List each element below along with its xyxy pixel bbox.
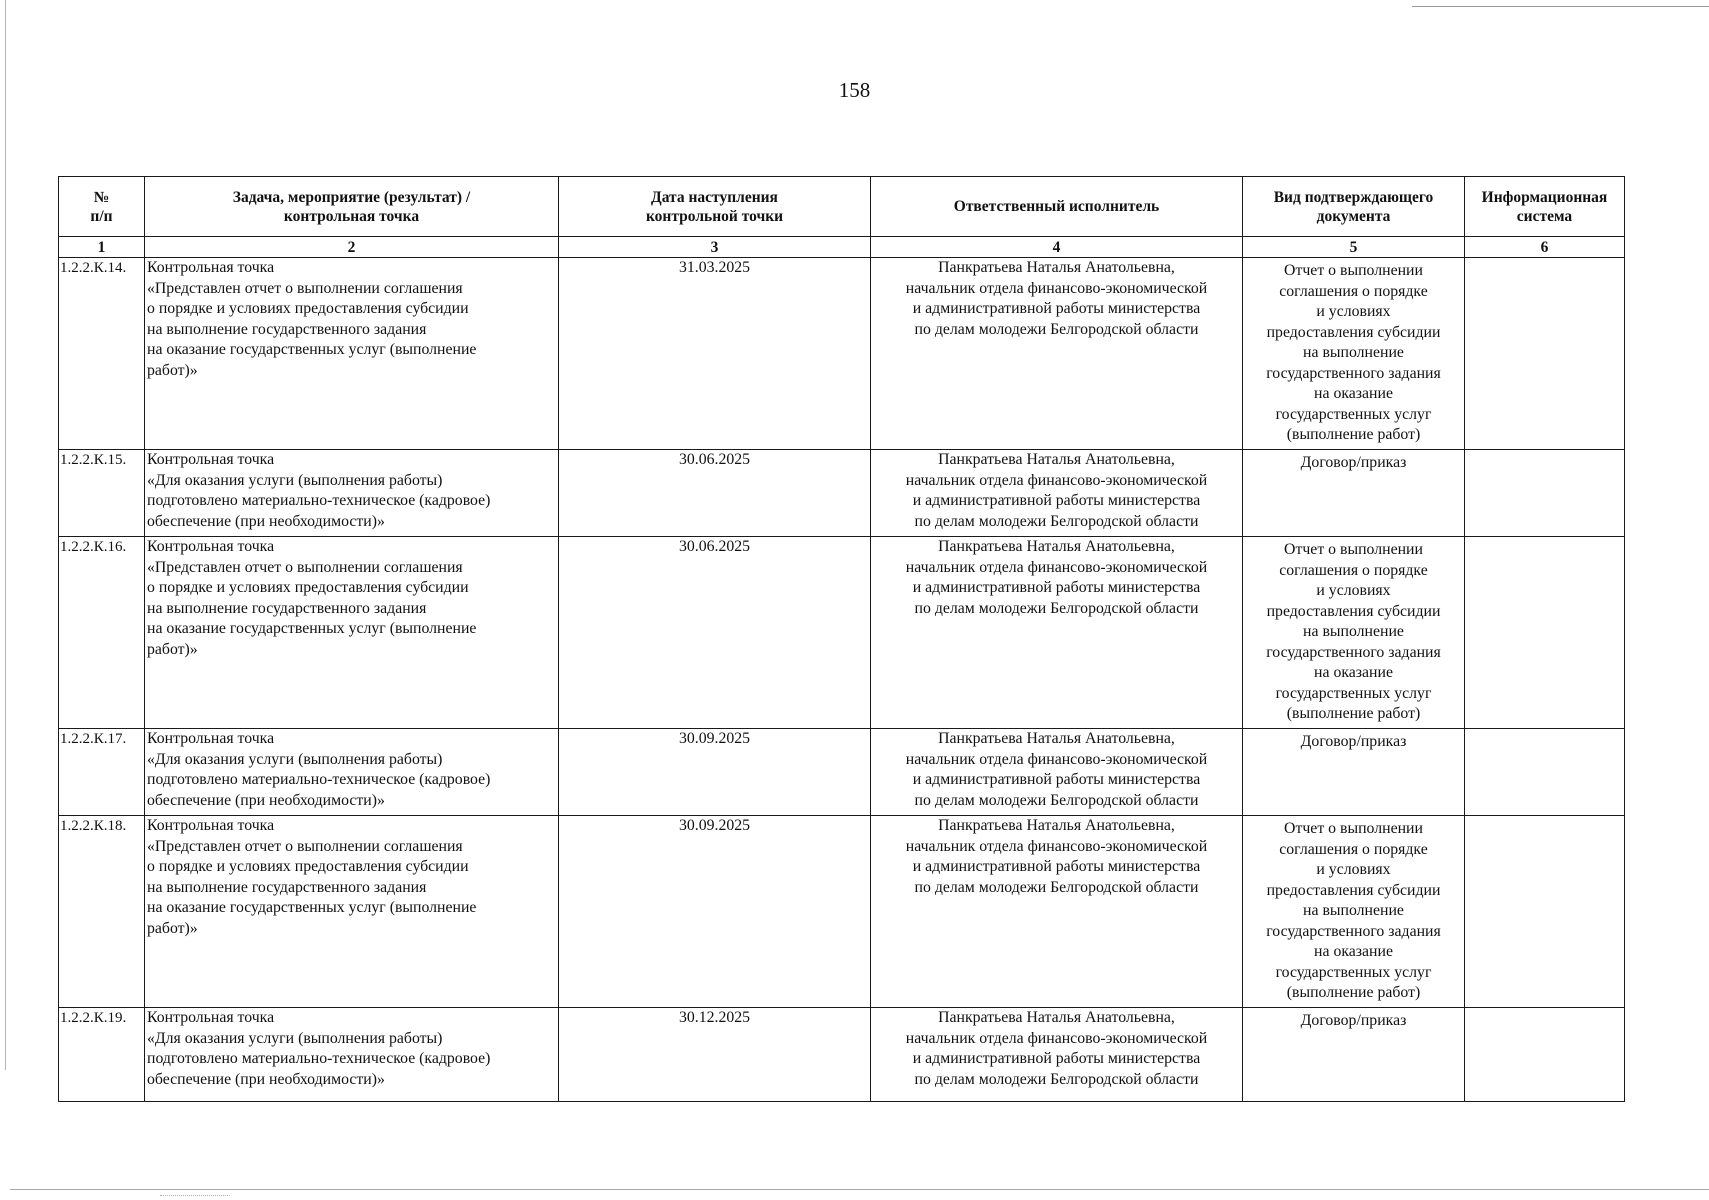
responsible-cell [871,537,1243,729]
row-number: 1.2.2.К.17. [59,729,145,816]
information-system-cell [1465,450,1625,537]
column-header: Информационная система [1465,177,1625,237]
cell-text-line: и административной работы министерства [912,492,1201,509]
cell-text-line: Панкратьева Наталья Анатольевна, [938,1009,1175,1026]
column-number: 5 [1243,237,1465,258]
responsible-cell [871,450,1243,537]
cell-text-line: соглашения о порядке [1279,840,1428,858]
task-cell [145,729,559,816]
column-number: 1 [59,237,145,258]
cell-text-line: на оказание государственных услуг (выполнение [147,620,477,637]
column-header: Задача, мероприятие (результат) / контрольная точка [145,177,559,237]
cell-text-line: и административной работы министерства [912,1050,1201,1067]
table-row [59,729,1625,816]
cell-text-line: работ)» [147,919,198,937]
cell-text-line: подготовлено материально-техническое (кадровое) [147,771,491,788]
cell-text-line: предоставления субсидии [1266,881,1441,899]
information-system-cell [1465,537,1625,729]
cell-text-line: на оказание [1314,664,1393,681]
cell-text-line: обеспечение (при необходимости)» [147,512,385,530]
cell-text-line: государственных услуг [1275,963,1432,981]
document-type-cell [1243,1008,1465,1102]
task-cell [145,816,559,1008]
cell-text-line: и условиях [1316,861,1391,878]
cell-text-line: о порядке и условиях предоставления субсидии [147,579,469,596]
cell-text-line: Отчет о выполнении [1284,820,1423,837]
cell-text-line: Панкратьева Наталья Анатольевна, [938,259,1175,276]
cell-text-line: на выполнение государственного задания [147,320,427,338]
column-header: Дата наступления контрольной точки [559,177,871,237]
cell-text-line: Панкратьева Наталья Анатольевна, [938,817,1175,834]
cell-text-line: начальник отдела финансово-экономической [905,837,1208,855]
cell-text-line: обеспечение (при необходимости)» [147,1070,385,1088]
cell-text-line: Контрольная точка [147,817,275,834]
cell-text-line: «Для оказания услуги (выполнения работы) [147,750,443,768]
column-number: 3 [559,237,871,258]
task-cell [145,1008,559,1102]
task-cell [145,258,559,450]
cell-text-line: Панкратьева Наталья Анатольевна, [938,730,1175,747]
cell-text-line: и условиях [1316,303,1391,320]
cell-text-line: Контрольная точка [147,730,275,747]
cell-text-line: государственного задания [1266,643,1441,661]
cell-text-line: подготовлено материально-техническое (кадровое) [147,492,491,509]
cell-text-line: и административной работы министерства [912,579,1201,596]
cell-text-line: «Представлен отчет о выполнении соглашения [147,837,463,855]
table-header-row [59,177,1625,237]
cell-text-line: на оказание государственных услуг (выполнение [147,899,477,916]
cell-text-line: по делам молодежи Белгородской области [914,320,1199,338]
row-number: 1.2.2.К.19. [59,1008,145,1102]
responsible-cell [871,1008,1243,1102]
information-system-cell [1465,729,1625,816]
control-points-table [58,176,1625,1102]
document-type-cell [1243,816,1465,1008]
cell-text-line: «Представлен отчет о выполнении соглашения [147,279,463,297]
cell-text-line: Контрольная точка [147,259,275,276]
document-type-cell [1243,537,1465,729]
column-header: Вид подтверждающего документа [1243,177,1465,237]
document-type-cell [1243,258,1465,450]
cell-text-line: обеспечение (при необходимости)» [147,791,385,809]
cell-text-line: работ)» [147,640,198,658]
cell-text-line: и административной работы министерства [912,300,1201,317]
cell-text-line: соглашения о порядке [1279,561,1428,579]
cell-text-line: начальник отдела финансово-экономической [905,1029,1208,1047]
column-number: 4 [871,237,1243,258]
row-number: 1.2.2.К.14. [59,258,145,450]
cell-text-line: государственного задания [1266,364,1441,382]
cell-text-line: по делам молодежи Белгородской области [914,512,1199,530]
cell-text-line: и административной работы министерства [912,858,1201,875]
information-system-cell [1465,1008,1625,1102]
cell-text-line: о порядке и условиях предоставления субсидии [147,858,469,875]
cell-text-line: Договор/приказ [1300,1012,1407,1029]
column-header: Ответственный исполнитель [871,177,1243,237]
responsible-cell [871,729,1243,816]
cell-text-line: на выполнение [1303,344,1404,361]
cell-text-line: Отчет о выполнении [1284,262,1423,279]
task-cell [145,450,559,537]
row-number: 1.2.2.К.16. [59,537,145,729]
cell-text-line: (выполнение работ) [1286,984,1421,1001]
cell-text-line: по делам молодежи Белгородской области [914,599,1199,617]
cell-text-line: на выполнение государственного задания [147,878,427,896]
cell-text-line: начальник отдела финансово-экономической [905,471,1208,489]
cell-text-line: предоставления субсидии [1266,602,1441,620]
cell-text-line: Договор/приказ [1300,733,1407,750]
cell-text-line: на выполнение государственного задания [147,599,427,617]
scan-edge-left [5,0,6,1070]
page-number: 158 [838,78,871,102]
date-cell: 30.06.2025 [559,537,871,729]
cell-text-line: начальник отдела финансово-экономической [905,558,1208,576]
scan-edge-bottom [10,1189,1709,1190]
column-number: 6 [1465,237,1625,258]
table-row [59,258,1625,450]
cell-text-line: на оказание [1314,385,1393,402]
information-system-cell [1465,258,1625,450]
column-header: № п/п [59,177,145,237]
cell-text-line: государственного задания [1266,922,1441,940]
cell-text-line: «Для оказания услуги (выполнения работы) [147,1029,443,1047]
cell-text-line: Контрольная точка [147,451,275,468]
cell-text-line: государственных услуг [1275,684,1432,702]
date-cell: 30.12.2025 [559,1008,871,1102]
cell-text-line: государственных услуг [1275,405,1432,423]
row-number: 1.2.2.К.18. [59,816,145,1008]
cell-text-line: Панкратьева Наталья Анатольевна, [938,538,1175,555]
cell-text-line: Договор/приказ [1300,454,1407,471]
cell-text-line: по делам молодежи Белгородской области [914,791,1199,809]
task-cell [145,537,559,729]
column-number: 2 [145,237,559,258]
cell-text-line: работ)» [147,361,198,379]
cell-text-line: Отчет о выполнении [1284,541,1423,558]
date-cell: 31.03.2025 [559,258,871,450]
scan-artifact [160,1195,230,1196]
cell-text-line: на выполнение [1303,623,1404,640]
cell-text-line: начальник отдела финансово-экономической [905,279,1208,297]
date-cell: 30.06.2025 [559,450,871,537]
cell-text-line: и административной работы министерства [912,771,1201,788]
date-cell: 30.09.2025 [559,816,871,1008]
row-number: 1.2.2.К.15. [59,450,145,537]
cell-text-line: по делам молодежи Белгородской области [914,878,1199,896]
cell-text-line: и условиях [1316,582,1391,599]
scan-edge-top [1412,6,1709,7]
cell-text-line: (выполнение работ) [1286,426,1421,443]
cell-text-line: на оказание государственных услуг (выполнение [147,341,477,358]
cell-text-line: начальник отдела финансово-экономической [905,750,1208,768]
table-row [59,537,1625,729]
date-cell: 30.09.2025 [559,729,871,816]
table-row [59,816,1625,1008]
cell-text-line: (выполнение работ) [1286,705,1421,722]
cell-text-line: на оказание [1314,943,1393,960]
cell-text-line: Панкратьева Наталья Анатольевна, [938,451,1175,468]
document-type-cell [1243,729,1465,816]
cell-text-line: на выполнение [1303,902,1404,919]
column-number-row [59,237,1625,258]
responsible-cell [871,816,1243,1008]
cell-text-line: Контрольная точка [147,538,275,555]
cell-text-line: о порядке и условиях предоставления субсидии [147,300,469,317]
responsible-cell [871,258,1243,450]
cell-text-line: соглашения о порядке [1279,282,1428,300]
cell-text-line: «Представлен отчет о выполнении соглашения [147,558,463,576]
table-row [59,450,1625,537]
cell-text-line: подготовлено материально-техническое (кадровое) [147,1050,491,1067]
cell-text-line: «Для оказания услуги (выполнения работы) [147,471,443,489]
table-row [59,1008,1625,1102]
information-system-cell [1465,816,1625,1008]
cell-text-line: предоставления субсидии [1266,323,1441,341]
document-type-cell [1243,450,1465,537]
cell-text-line: Контрольная точка [147,1009,275,1026]
cell-text-line: по делам молодежи Белгородской области [914,1070,1199,1088]
